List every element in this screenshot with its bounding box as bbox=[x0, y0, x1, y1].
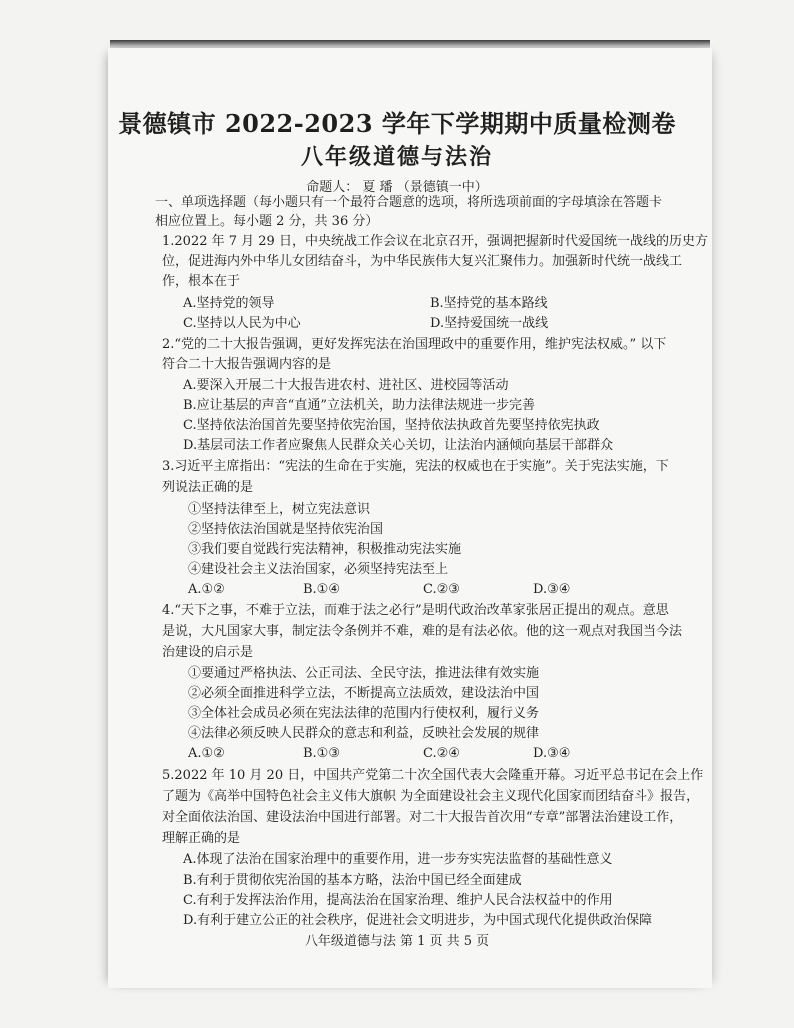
q2-stem-end: 符合二十大报告强调内容的是 bbox=[162, 357, 332, 372]
q2-option-d: D.基层司法工作者应聚焦人民群众关心关切，让法治内涵倾向基层干部群众 bbox=[183, 438, 614, 453]
q2-option-c: C.坚持依法治国首先要坚持依宪治国，坚持依法执政首先要坚持依宪执政 bbox=[183, 418, 600, 433]
q2-option-b: B.应让基层的声音“直通”立法机关，助力法律法规进一步完善 bbox=[183, 398, 535, 413]
q5-option-d: D.有利于建立公正的社会秩序，促进社会文明进步，为中国式现代化提供政治保障 bbox=[183, 913, 653, 928]
q1-stem-cont: 位，促进海内外中华儿女团结奋斗，为中华民族伟大复兴汇聚伟力。加强新时代统一战线工 bbox=[162, 254, 683, 269]
q1-option-b: B.坚持党的基本路线 bbox=[430, 296, 548, 311]
q5-stem-end: 理解正确的是 bbox=[162, 831, 241, 846]
exam-title: 景德镇市 2022-2023 学年下学期期中质量检测卷 bbox=[118, 109, 676, 138]
q3-option-a: A.①② bbox=[188, 582, 225, 597]
q2-stem: 2.“党的二十大报告强调，更好发挥宪法在治国理政中的重要作用，维护宪法权威。” 以下 bbox=[162, 337, 667, 352]
q4-option-a: A.①② bbox=[188, 746, 225, 761]
q1-option-a: A.坚持党的领导 bbox=[183, 296, 275, 311]
q5-stem-cont1: 了题为《高举中国特色社会主义伟大旗帜 为全面建设社会主义现代化国家而团结奋斗》报告， bbox=[162, 789, 700, 804]
section-heading: 一、单项选择题（每小题只有一个最符合题意的选项，将所选项前面的字母填涂在答题卡 bbox=[155, 195, 663, 210]
q3-item-2: ②坚持依法治国就是坚持依宪治国 bbox=[188, 522, 384, 537]
q4-stem-cont: 是说，大凡国家大事，制定法令条例并不难，难的是有法必依。他的这一观点对我国当今法 bbox=[162, 624, 683, 639]
q4-item-4: ④法律必须反映人民群众的意志和利益，反映社会发展的规律 bbox=[188, 726, 540, 741]
q3-stem-end: 列说法正确的是 bbox=[162, 480, 254, 495]
q3-option-d: D.③④ bbox=[533, 582, 571, 597]
exam-author: 命题人： 夏 璠 （景德镇一中） bbox=[306, 180, 488, 195]
q4-option-c: C.②④ bbox=[423, 746, 460, 761]
q4-item-3: ③全体社会成员必须在宪法法律的范围内行使权利，履行义务 bbox=[188, 706, 540, 721]
q5-option-c: C.有利于发挥法治作用，提高法治在国家治理、维护人民合法权益中的作用 bbox=[183, 893, 613, 908]
q3-item-4: ④建设社会主义法治国家，必须坚持宪法至上 bbox=[188, 562, 449, 577]
q5-stem-cont2: 对全面依法治国、建设法治中国进行部署。对二十大报告首次用“专章”部署法治建设工作， bbox=[162, 810, 683, 825]
q3-option-b: B.①④ bbox=[303, 582, 340, 597]
q5-option-a: A.体现了法治在国家治理中的重要作用，进一步夯实宪法监督的基础性意义 bbox=[183, 852, 613, 867]
q3-option-c: C.②③ bbox=[423, 582, 460, 597]
q4-stem-end: 治建设的启示是 bbox=[162, 645, 254, 660]
q3-stem: 3.习近平主席指出：“宪法的生命在于实施，宪法的权威也在于实施”。关于宪法实施，下 bbox=[162, 459, 669, 474]
q5-option-b: B.有利于贯彻依宪治国的基本方略，法治中国已经全面建成 bbox=[183, 873, 522, 888]
q3-item-1: ①坚持法律至上，树立宪法意识 bbox=[188, 502, 371, 517]
q4-stem: 4.“天下之事，不难于立法，而难于法之必行”是明代政治改革家张居正提出的观点。意思 bbox=[162, 603, 669, 618]
q1-option-c: C.坚持以人民为中心 bbox=[183, 316, 301, 331]
exam-subject: 八年级道德与法治 bbox=[300, 144, 493, 170]
section-heading-cont: 相应位置上。每小题 2 分，共 36 分） bbox=[155, 214, 379, 229]
q5-stem: 5.2022 年 10 月 20 日，中国共产党第二十次全国代表大会隆重开幕。习近平总书记在会上作 bbox=[162, 768, 704, 783]
q4-option-d: D.③④ bbox=[533, 746, 571, 761]
q1-stem-end: 作，根本在于 bbox=[162, 274, 241, 289]
q3-item-3: ③我们要自觉践行宪法精神，积极推动宪法实施 bbox=[188, 542, 462, 557]
q4-item-1: ①要通过严格执法、公正司法、全民守法，推进法律有效实施 bbox=[188, 666, 540, 681]
page-footer: 八年级道德与法 第 1 页 共 5 页 bbox=[304, 934, 490, 949]
q4-option-b: B.①③ bbox=[303, 746, 340, 761]
q1-option-d: D.坚持爱国统一战线 bbox=[430, 316, 549, 331]
q4-item-2: ②必须全面推进科学立法，不断提高立法质效，建设法治中国 bbox=[188, 686, 540, 701]
q2-option-a: A.要深入开展二十大报告进农村、进社区、进校园等活动 bbox=[183, 378, 509, 393]
q1-stem: 1.2022 年 7 月 29 日，中央统战工作会议在北京召开，强调把握新时代爱国统一战线的历史方 bbox=[162, 234, 708, 249]
